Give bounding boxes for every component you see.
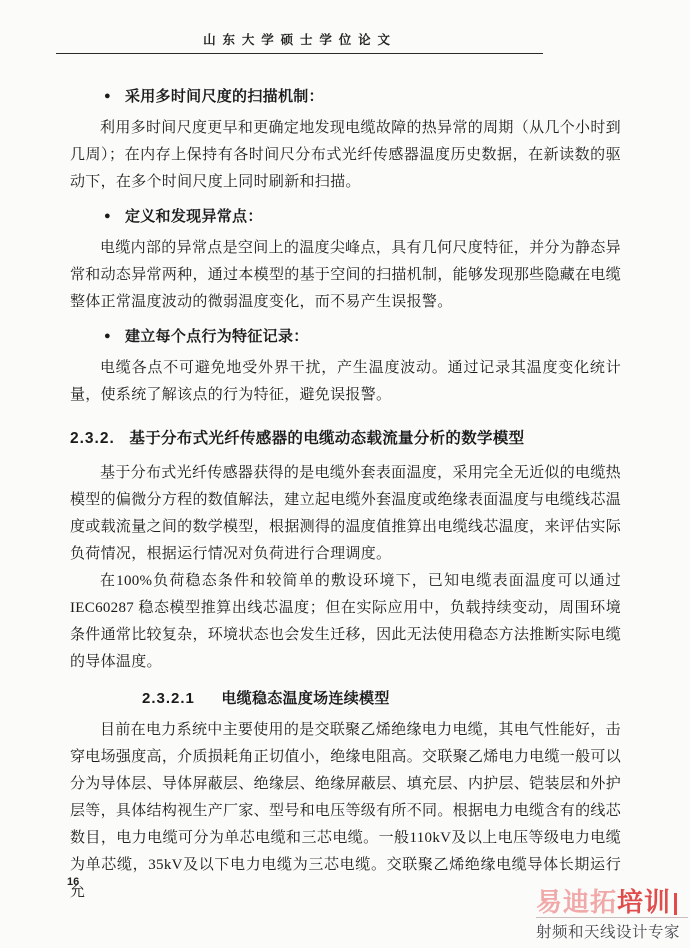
bullet-item-scan-mechanism xyxy=(104,83,621,110)
paragraph-anomaly-points: 电缆内部的异常点是空间上的温度尖峰点，具有几何尺度特征，并分为静态异常和动态异常两种，通过本模型的基于空间的扫描机制，能够发现那些隐藏在电缆整体正常温度波动的微弱温度变化，而不易产生误报警。 xyxy=(70,240,621,310)
sub-section-number: 2.3.2.1 xyxy=(142,690,195,707)
logo-text-light: 易迪拓 xyxy=(536,887,618,917)
page-body xyxy=(70,76,621,906)
section-heading-2-3-2 xyxy=(70,425,621,452)
watermark-logo xyxy=(536,889,688,942)
logo-bar-icon xyxy=(674,893,677,915)
bullet-item-anomaly-definition xyxy=(104,203,621,230)
paragraph-steady-state: 在100%负荷稳态条件和较简单的敷设环境下，已知电缆表面温度可以通过IEC60287 稳态模型推算出线芯温度；但在实际应用中，负载持续变动，周围环境条件通常比较复杂，环境状态也会发生迁移，因此无法使用稳态方法推断实际电缆的导体温度。 xyxy=(70,573,621,670)
section-title: 基于分布式光纤传感器的电缆动态载流量分析的数学模型 xyxy=(129,430,525,447)
watermark-tagline: 射频和天线设计专家 xyxy=(536,924,681,941)
bullet-icon: ● xyxy=(104,210,111,222)
bullet-icon: ● xyxy=(104,330,111,342)
bullet-label: 定义和发现异常点： xyxy=(124,208,263,225)
page-number: 16 xyxy=(67,876,80,888)
sub-heading-2-3-2-1 xyxy=(142,685,621,712)
sub-section-title: 电缆稳态温度场连续模型 xyxy=(221,690,390,707)
paragraph-point-behavior: 电缆各点不可避免地受外界干扰，产生温度波动。通过记录其温度变化统计量，使系统了解该点的行为特征，避免误报警。 xyxy=(70,360,621,403)
page-header-title: 山东大学硕士学位论文 xyxy=(203,33,397,47)
watermark-logo-text xyxy=(536,889,688,918)
paragraph-xlpe-cable: 目前在电力系统中主要使用的是交联聚乙烯绝缘电力电缆，其电气性能好，击穿电场强度高，介质损耗角正切值小，绝缘电阻高。交联聚乙烯电力电缆一般可以分为导体层、导体屏蔽层、绝缘层、绝缘屏蔽层、填充层、内护层、铠装层和外护层等，具体结构视生产厂家、型号和电压等级有所不同。根据电力电缆含有的线芯数目，电力电缆可分为单芯电缆和三芯电缆。一般110kV及以上电压等级电力电缆为单芯缆，35kV及以下电力电缆为三芯电缆。交联聚乙烯绝缘电缆导体长期运行允 xyxy=(70,722,621,900)
paragraph-multi-timescale: 利用多时间尺度更早和更确定地发现电缆故障的热异常的周期（从几个小时到几周）；在内存上保持有各时间尺分布式光纤传感器温度历史数据，在新读数的驱动下，在多个时间尺度上同时刷新和扫描。 xyxy=(70,120,621,190)
section-number: 2.3.2. xyxy=(70,430,115,447)
bullet-item-behavior-record xyxy=(104,323,621,350)
bullet-label: 采用多时间尺度的扫描机制： xyxy=(124,88,324,105)
bullet-icon: ● xyxy=(104,90,111,102)
bullet-label: 建立每个点行为特征记录： xyxy=(124,328,309,345)
paragraph-thermal-model: 基于分布式光纤传感器获得的是电缆外套表面温度，采用完全无近似的电缆热模型的偏微分方程的数值解法，建立起电缆外套温度或绝缘表面温度与电缆线芯温度或载流量之间的数学模型，根据测得的温度值推算出电缆线芯温度，来评估实际负荷情况，根据运行情况对负荷进行合理调度。 xyxy=(70,465,621,562)
logo-text-dark: 培训 xyxy=(617,887,672,917)
header-divider-line xyxy=(56,53,543,54)
